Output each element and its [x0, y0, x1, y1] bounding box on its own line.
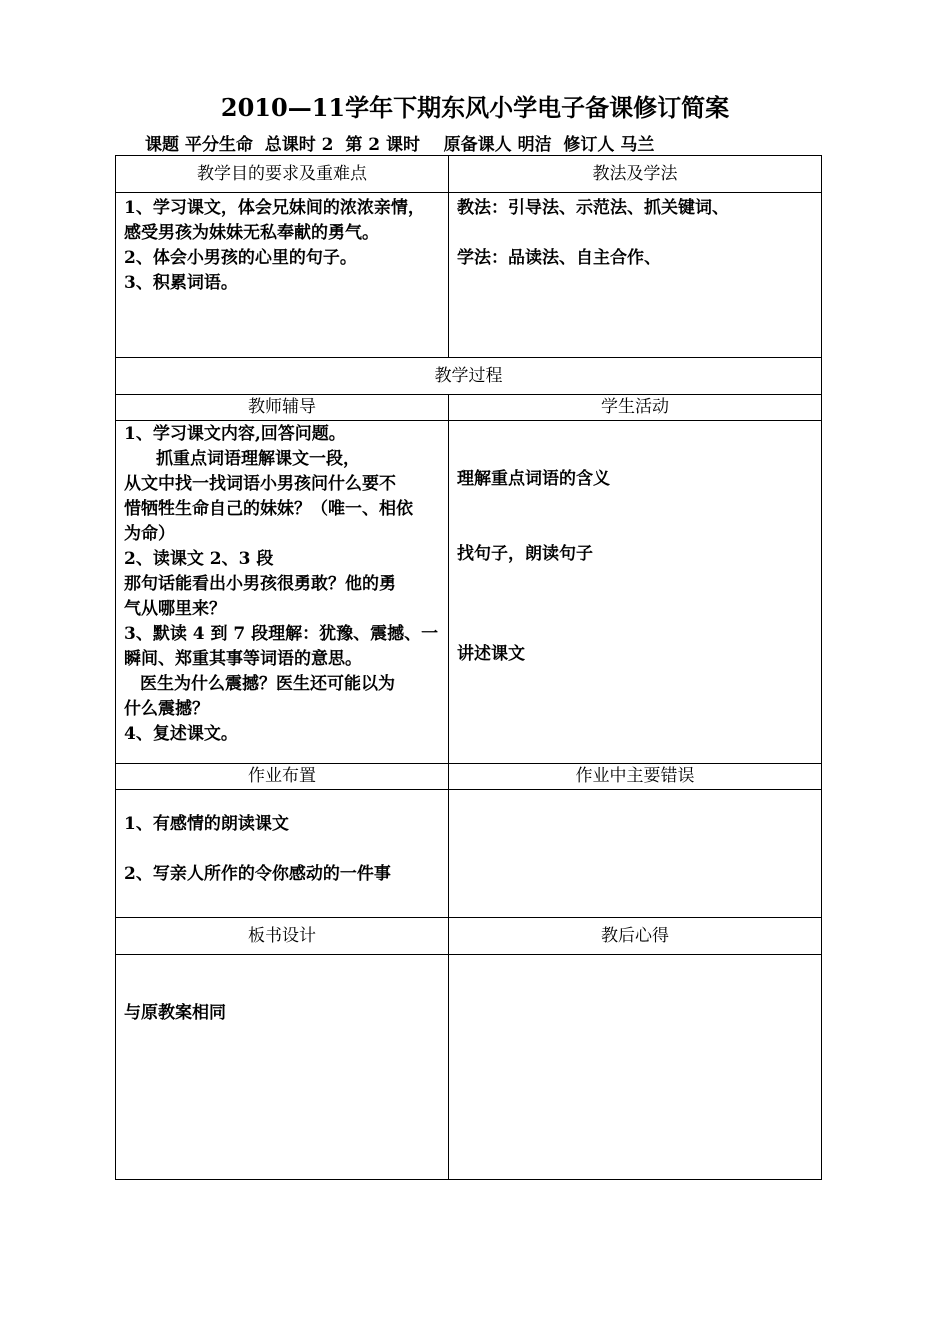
guidance-line: 3、默读 4 到 7 段理解：犹豫、震撼、一 [124, 624, 439, 644]
guidance-line: 从文中找一找词语小男孩问什么要不 [124, 474, 396, 494]
objectives-header: 教学目的要求及重难点 [116, 156, 449, 193]
guidance-line: 医生为什么震撼？医生还可能以为 [140, 674, 395, 694]
student-activity-cell [449, 421, 822, 764]
guidance-line: 惜牺牲生命自己的妹妹？（唯一、相依 [124, 499, 413, 519]
lesson-plan-table [115, 155, 822, 1180]
homework-item: 1、有感情的朗读课文 [124, 814, 289, 834]
process-title: 教学过程 [116, 358, 822, 395]
guidance-line: 瞬间、郑重其事等词语的意思。 [124, 649, 362, 669]
guidance-line: 气从哪里来？ [124, 599, 226, 619]
board-design-header: 板书设计 [116, 918, 449, 955]
homework-header: 作业布置 [116, 764, 449, 790]
methods-cell [449, 193, 822, 358]
activity-line: 找句子，朗读句子 [457, 544, 593, 564]
goal-line: 1、学习课文，体会兄妹间的浓浓亲情， [124, 198, 425, 218]
guidance-line: 抓重点词语理解课文一段， [156, 449, 360, 469]
goal-line: 2、体会小男孩的心里的句子。 [124, 248, 357, 268]
homework-item: 2、写亲人所作的令你感动的一件事 [124, 864, 391, 884]
teaching-method: 教法：引导法、示范法、抓关键词、 [457, 198, 729, 218]
lesson-info: 课题 平分生命 总课时 2 第 2 课时 原备课人 明洁 修订人 马兰 [145, 135, 655, 155]
teacher-guidance-cell [116, 421, 449, 764]
homework-cell [116, 790, 449, 918]
guidance-line: 那句话能看出小男孩很勇敢？他的勇 [124, 574, 396, 594]
guidance-line: 2、读课文 2、3 段 [124, 549, 274, 569]
homework-errors-header: 作业中主要错误 [449, 764, 822, 790]
goal-line: 3、积累词语。 [124, 273, 238, 293]
student-activity-header: 学生活动 [449, 395, 822, 421]
page-title: 2010—11学年下期东风小学电子备课修订简案 [220, 93, 730, 122]
methods-header: 教法及学法 [449, 156, 822, 193]
guidance-line: 什么震撼？ [124, 699, 209, 719]
activity-line: 讲述课文 [457, 644, 525, 664]
reflection-cell [449, 955, 822, 1180]
board-design-text: 与原教案相同 [124, 1003, 226, 1023]
homework-errors-cell [449, 790, 822, 918]
activity-line: 理解重点词语的含义 [457, 469, 610, 489]
guidance-line: 4、复述课文。 [124, 724, 238, 744]
learning-method: 学法：品读法、自主合作、 [457, 248, 661, 268]
goal-line: 感受男孩为妹妹无私奉献的勇气。 [124, 223, 379, 243]
guidance-line: 1、学习课文内容,回答问题。 [124, 424, 346, 444]
objectives-cell [116, 193, 449, 358]
board-design-cell [116, 955, 449, 1180]
reflection-header: 教后心得 [449, 918, 822, 955]
guidance-line: 为命） [124, 524, 175, 544]
teacher-guidance-header: 教师辅导 [116, 395, 449, 421]
